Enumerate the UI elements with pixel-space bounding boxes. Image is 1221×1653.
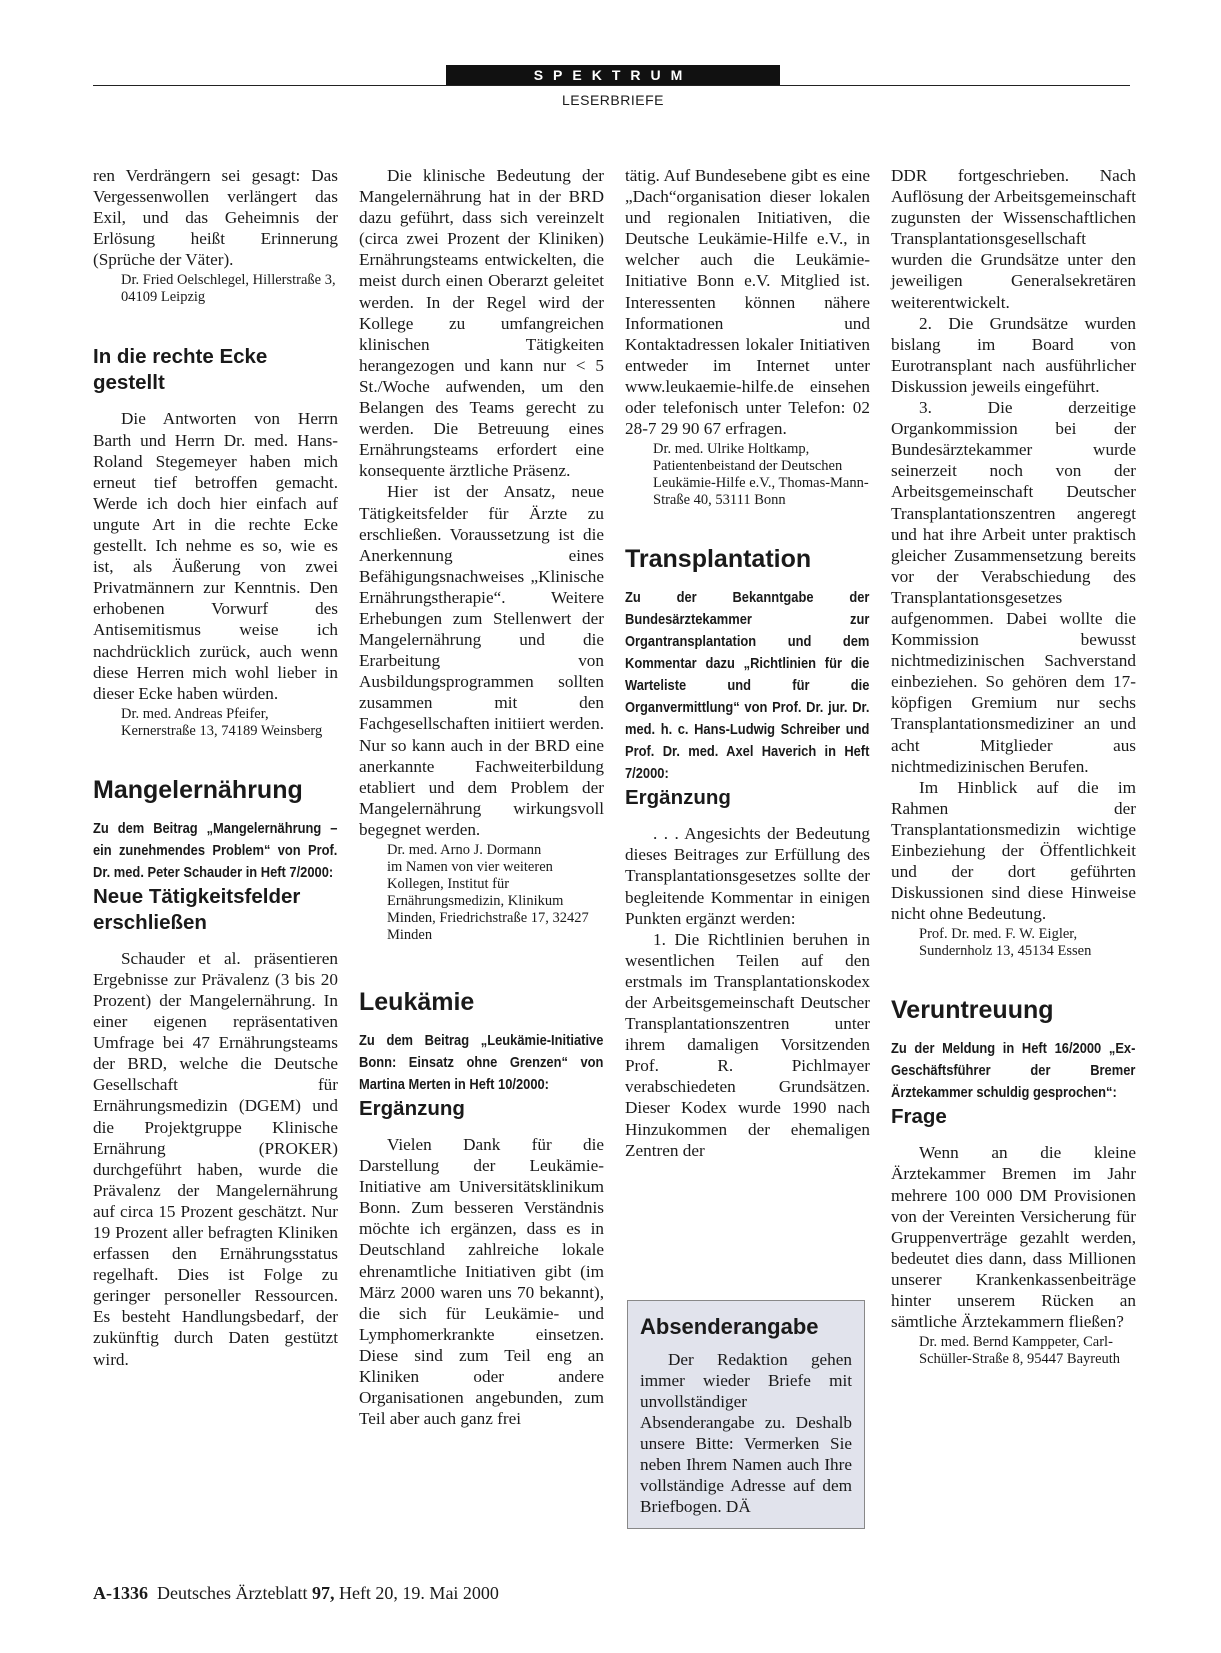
topic-heading: Veruntreuung [891,996,1054,1025]
letter-text: Die Antworten von Herrn Barth und Herrn Dr. med. Hans-Roland Stegemeyer haben mich erneut tief betroffen gemacht. Werde ich doch hier einfach auf ungute Art in die rechte Ecke gestellt. Ich nehme es so, wie es ist, als Äußerung von zwei Privatmännern zur Kenntnis. Den erhobenen Vorwurf des Antisemitismus weise ich nachdrücklich zurück, auch wenn diese Herren mich wohl lieber in dieser Ecke haben würden. [93,409,338,703]
letter-signature: Dr. med. Andreas Pfeifer, Kernerstraße 13, 74189 Weinsberg [121,705,323,739]
column-4 [891,165,1136,1368]
letter-text: 2. Die Grundsätze wurden bislang im Board von Eurotransplant nach ausführlicher Diskussion jeweils eingeführt. [891,313,1136,396]
letter-text: DDR fortgeschrieben. Nach Auflösung der Arbeitsgemeinschaft zugunsten der Wissenschaftlichen Transplantationsgesellschaft wurden die Grundsätze unter den jeweiligen Generalsekretären weiterentwickelt. [891,166,1136,312]
column-3 [625,165,870,1161]
letter-text: 3. Die derzeitige Organkommission bei der Bundesärztekammer wurde seinerzeit noch von der Arbeitsgemeinschaft Deutscher Transplantationszentren angeregt und hat ihre Arbeit unter praktisch gleicher Zusammensetzung bereits vor der Verabschiedung des Transplantationsgesetzes aufgenommen. Dabei wollte die Kommission bewusst nichtmedizinischen Sachverstand einbeziehen. So gehören dem 17-köpfigen Gremium nur sechs Transplantationsmediziner an und acht Mitglieder aus nichtmedizinischen Berufen. [891,398,1136,776]
letter-signature: Dr. med. Ulrike Holtkamp, Patientenbeistand der Deutschen Leukämie-Hilfe e.V., Thomas-Mann-Straße 40, 53111 Bonn [653,441,869,509]
letter-text: Im Hinblick auf die im Rahmen der Transplantationsmedizin wichtige Einbeziehung der Öffentlichkeit und der dort geführten Diskussionen sind diese Hinweise nicht ohne Bedeutung. [891,777,1136,924]
letter-heading: Ergänzung [359,1097,465,1120]
journal-name: Deutsches Ärzteblatt [157,1583,308,1603]
journal-volume: 97, [311,1583,335,1603]
topic-heading: Transplantation [625,545,812,574]
letter-signature: Dr. med. Bernd Kamppeter, Carl-Schüller-Straße 8, 95447 Bayreuth [919,1334,1121,1368]
topic-heading: Leukämie [359,988,475,1016]
letter-heading: Frage [891,1105,947,1129]
box-heading: Absenderangabe [640,1314,819,1339]
letter-signature: Dr. Fried Oelschlegel, Hillerstraße 3, 04109 Leipzig [121,272,336,306]
letter-signature: Dr. med. Arno J. Dormann im Namen von vier weiteren Kollegen, Institut für Ernährungsmedizin, Klinikum Minden, Friedrichstraße 17, 32427 Minden [387,842,589,943]
column-1 [93,165,338,1370]
letter-heading: Neue Tätigkeitsfelder erschließen [93,884,301,934]
page-number: A-1336 [93,1583,148,1603]
article-reference: Zu dem Beitrag „Mangelernährung – ein zunehmendes Problem“ von Prof. Dr. med. Peter Schauder in Heft 7/2000: [93,819,338,881]
letter-text: Wenn an die kleine Ärztekammer Bremen im Jahr mehrere 100 000 DM Provisionen von der Vereinten Versicherung für Gruppenverträge gezahlt werden, bedeutet dies dann, dass Millionen unserer Krankenkassenbeiträge hinter unserem Rücken an sämtliche Ärztekammern fließen? [891,1143,1136,1332]
section-banner: SPEKTRUM [446,65,780,85]
section-label: LESERBRIEFE [562,92,664,108]
letter-text: . . . Angesichts der Bedeutung dieses Beitrages zur Erfüllung des Transplantationsgesetzes sollte der begleitende Kommentar in einigen Punkten ergänzt werden: [625,824,870,928]
column-2 [359,165,604,1429]
issue-info: Heft 20, 19. Mai 2000 [338,1583,499,1603]
letter-text: Hier ist der Ansatz, neue Tätigkeitsfelder für Ärzte zu erschließen. Voraussetzung ist die Anerkennung eines Befähigungsnachweises „Klinische Ernährungstherapie“. Weitere Erhebungen zum Stellenwert der Mangelernährung und die Erarbeitung von Ausbildungsprogrammen sollten zusammen mit den Fachgesellschaften initiiert werden. Nur so kann auch in der BRD eine anerkannte Fachweiterbildung etabliert und dem Problem der Mangelernährung wirkungsvoll begegnet werden. [359,482,604,839]
letter-heading: Ergänzung [625,786,731,810]
box-text: Der Redaktion gehen immer wieder Briefe mit unvollständiger Absenderangabe zu. Deshalb unsere Bitte: Vermerken Sie neben Ihrem Namen auch Ihre vollständige Adresse auf dem Briefbogen. DÄ [640,1350,852,1516]
header-rule [93,85,1130,86]
letter-text: 1. Die Richtlinien beruhen in wesentlichen Teilen auf den erstmals im Transplantationskodex der Arbeitsgemeinschaft Deutscher Transplantationszentren unter ihrem damaligen Vorsitzenden Prof. R. Pichlmayer verabschiedeten Grundsätzen. Dieser Kodex wurde 1990 nach Hinzukommen der ehemaligen Zentren der [625,929,870,1160]
sender-info-box [627,1300,865,1529]
letter-text: tätig. Auf Bundesebene gibt es eine „Dach“organisation dieser lokalen und regionalen Initiativen, die Deutsche Leukämie-Hilfe e.V., in welcher auch die Leukämie-Initiative Bonn e.V. Mitglied ist. Interessenten können nähere Informationen und Kontaktadressen lokaler Initiativen entweder im Internet unter www.leukaemie-hilfe.de einsehen oder telefonisch unter Telefon: 02 28-7 29 90 67 erfragen. [625,166,870,439]
article-reference: Zu der Bekanntgabe der Bundesärztekammer zur Organtransplantation und dem Kommentar dazu „Richtlinien für die Warteliste und für die Organvermittlung“ von Prof. Dr. jur. Dr. med. h. c. Hans-Ludwig Schreiber und Prof. Dr. med. Axel Haverich in Heft 7/2000: [625,589,870,783]
article-reference: Zu der Meldung in Heft 16/2000 „Ex-Geschäftsführer der Bremer Ärztekammer schuldig gesprochen“: [891,1040,1136,1102]
letter-text: Schauder et al. präsentieren Ergebnisse zur Prävalenz (3 bis 20 Prozent) der Mangelernährung. In einer eigenen repräsentativen Umfrage bei 47 Ernährungsteams der BRD, welche die Deutsche Gesellschaft für Ernährungsmedizin (DGEM) und die Projektgruppe Klinische Ernährung (PROKER) durchgeführt haben, wurde die Prävalenz der Mangelernährung auf circa 15 Prozent geschätzt. Nur 19 Prozent aller befragten Kliniken erfassen den Ernährungsstatus regelhaft. Dies ist Folge zu geringer personeller Ressourcen. Es besteht Handlungsbedarf, der zukünftig durch Daten gestützt wird. [93,948,338,1369]
letter-heading: In die rechte Ecke gestellt [93,345,268,395]
letter-text: Vielen Dank für die Darstellung der Leukämie-Initiative am Universitätsklinikum Bonn. Zum besseren Verständnis möchte ich ergänzen, dass es in Deutschland zahlreiche lokale ehrenamtliche Initiativen gibt (im März 2000 waren uns 70 bekannt), die sich für Leukämie- und Lymphomerkrankte einsetzen. Diese sind zum Teil eng an Kliniken oder andere Organisationen angebunden, zum Teil aber auch ganz frei [359,1135,604,1429]
letter-text: ren Verdrängern sei gesagt: Das Vergessenwollen verlängert das Exil, und das Geheimnis der Erlösung heißt Erinnerung (Sprüche der Väter). [93,166,338,270]
page-footer [93,1583,499,1604]
article-reference: Zu dem Beitrag „Leukämie-Initiative Bonn: Einsatz ohne Grenzen“ von Martina Merten in Heft 10/2000: [359,1032,604,1093]
letter-text: Die klinische Bedeutung der Mangelernährung hat in der BRD dazu geführt, dass sich vereinzelt (circa zwei Prozent der Kliniken) Ernährungsteams entwickelten, die meist durch einen Oberarzt geleitet werden. In der Regel wird der Kollege zu umfangreichen klinischen Tätigkeiten herangezogen und kann nur < 5 St./Woche aufwenden, um den Belangen des Teams gerecht zu werden. Die Betreuung eines Ernährungsteams erfordert eine konsequente ärztliche Präsenz. [359,166,604,481]
letter-signature: Prof. Dr. med. F. W. Eigler, Sundernholz 13, 45134 Essen [919,926,1092,960]
topic-heading: Mangelernährung [93,775,303,804]
